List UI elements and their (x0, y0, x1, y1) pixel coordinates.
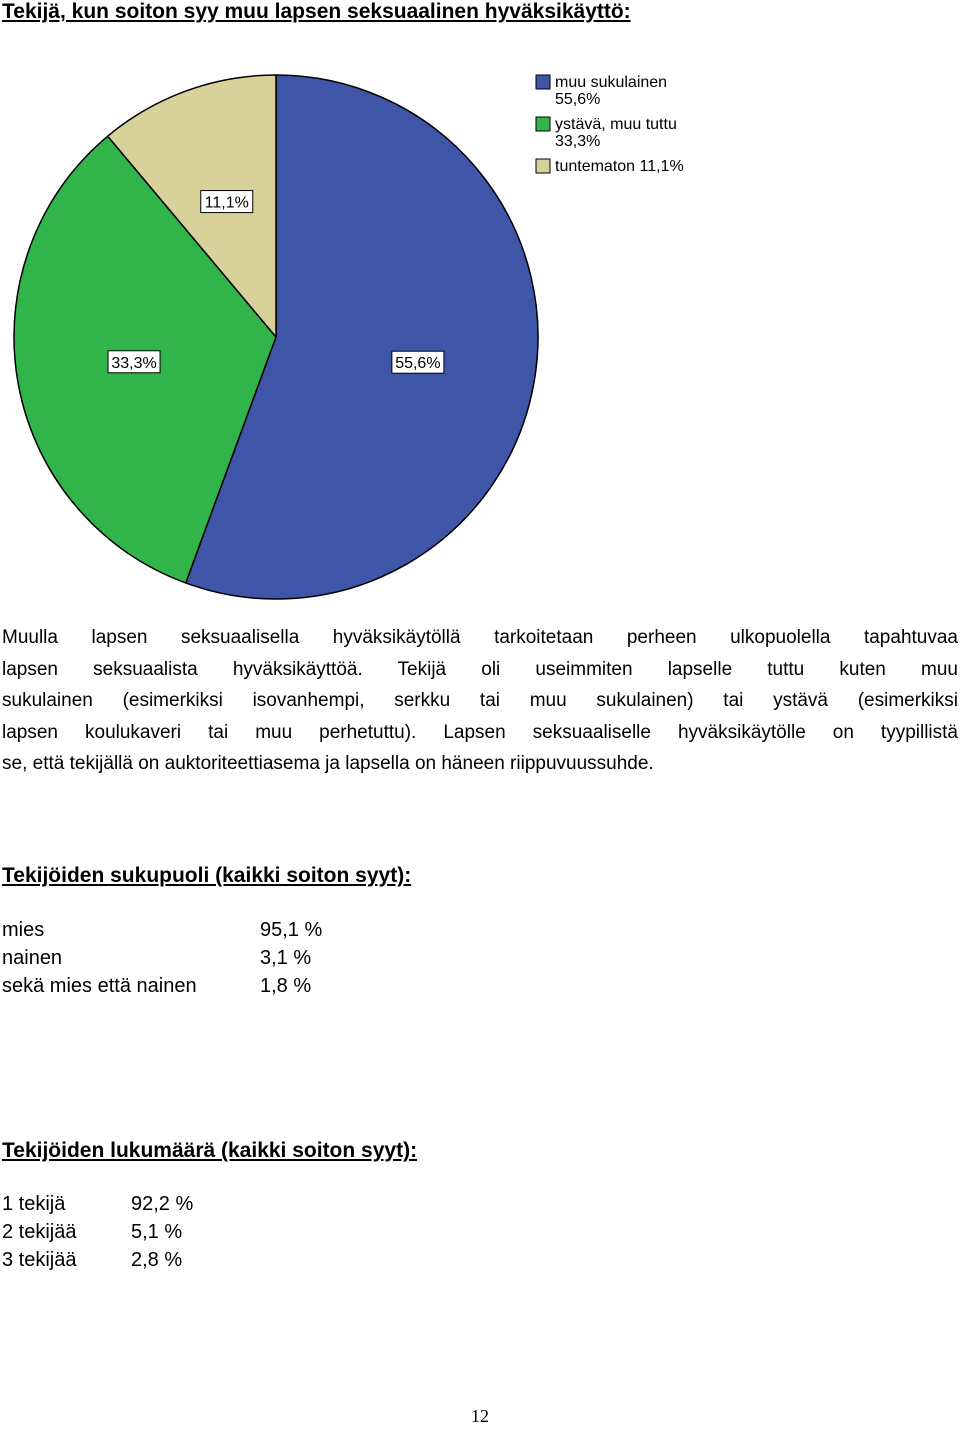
legend-swatch (536, 159, 550, 173)
gender-row (2, 947, 312, 970)
gender-row-value: 95,1 % (260, 919, 323, 941)
pie-data-label (392, 351, 444, 373)
count-row-label: 1 tekijä (2, 1193, 66, 1215)
legend-swatch (536, 75, 550, 89)
gender-row-label: sekä mies että nainen (2, 975, 197, 997)
count-row-value: 2,8 % (131, 1249, 183, 1271)
gender-row-label: nainen (2, 947, 63, 969)
count-row (2, 1193, 194, 1216)
legend-label: tuntematon 11,1% (555, 158, 684, 175)
pie-data-label (108, 351, 160, 373)
count-row-value: 92,2 % (131, 1193, 194, 1215)
count-row-label: 3 tekijää (2, 1249, 77, 1271)
legend-swatch (536, 117, 550, 131)
paragraph-line: lapsen seksuaalista hyväksikäyttöä. Tekijä oli useimmiten lapselle tuttu kuten muu (2, 658, 958, 680)
count-row (2, 1221, 183, 1244)
paragraph-line: se, että tekijällä on auktoriteettiasema ja lapsella on häneen riippuvuussuhde. (2, 753, 654, 774)
legend-item (536, 74, 667, 108)
paragraph-line: lapsen koulukaveri tai muu perhetuttu). Lapsen seksuaaliselle hyväksikäytölle on tyypillistä (2, 721, 958, 743)
paragraph-line: sukulainen (esimerkiksi isovanhempi, serkku tai muu sukulainen) tai ystävä (esimerkiksi (2, 690, 958, 711)
page-number: 12 (471, 1406, 489, 1426)
gender-row-value: 3,1 % (260, 947, 312, 969)
count-row-label: 2 tekijää (2, 1221, 77, 1243)
legend-label: muu sukulainen (555, 74, 668, 91)
count-row-value: 5,1 % (131, 1221, 183, 1243)
pie-chart (0, 40, 960, 610)
legend-value: 33,3% (555, 133, 601, 150)
gender-row (2, 919, 323, 942)
section-heading-count: Tekijöiden lukumäärä (kaikki soiton syyt): (2, 1139, 418, 1162)
body-paragraph (2, 622, 958, 780)
legend-item (536, 116, 677, 150)
gender-row (2, 975, 312, 998)
legend-label: ystävä, muu tuttu (555, 116, 677, 133)
pie-data-label (201, 191, 253, 213)
count-row (2, 1249, 183, 1272)
legend-item (536, 158, 684, 175)
pie-data-label-text: 11,1% (204, 194, 249, 212)
section-heading-offender: Tekijä, kun soiton syy muu lapsen seksuaalinen hyväksikäyttö: (2, 0, 631, 23)
gender-row-value: 1,8 % (260, 975, 312, 997)
gender-row-label: mies (2, 919, 45, 941)
pie-data-label-text: 33,3% (111, 354, 157, 372)
section-heading-gender: Tekijöiden sukupuoli (kaikki soiton syyt): (2, 864, 412, 887)
paragraph-line: Muulla lapsen seksuaalisella hyväksikäytöllä tarkoitetaan perheen ulkopuolella tapahtuvaa (2, 627, 958, 648)
pie-data-label-text: 55,6% (395, 355, 441, 373)
legend-value: 55,6% (555, 91, 601, 108)
